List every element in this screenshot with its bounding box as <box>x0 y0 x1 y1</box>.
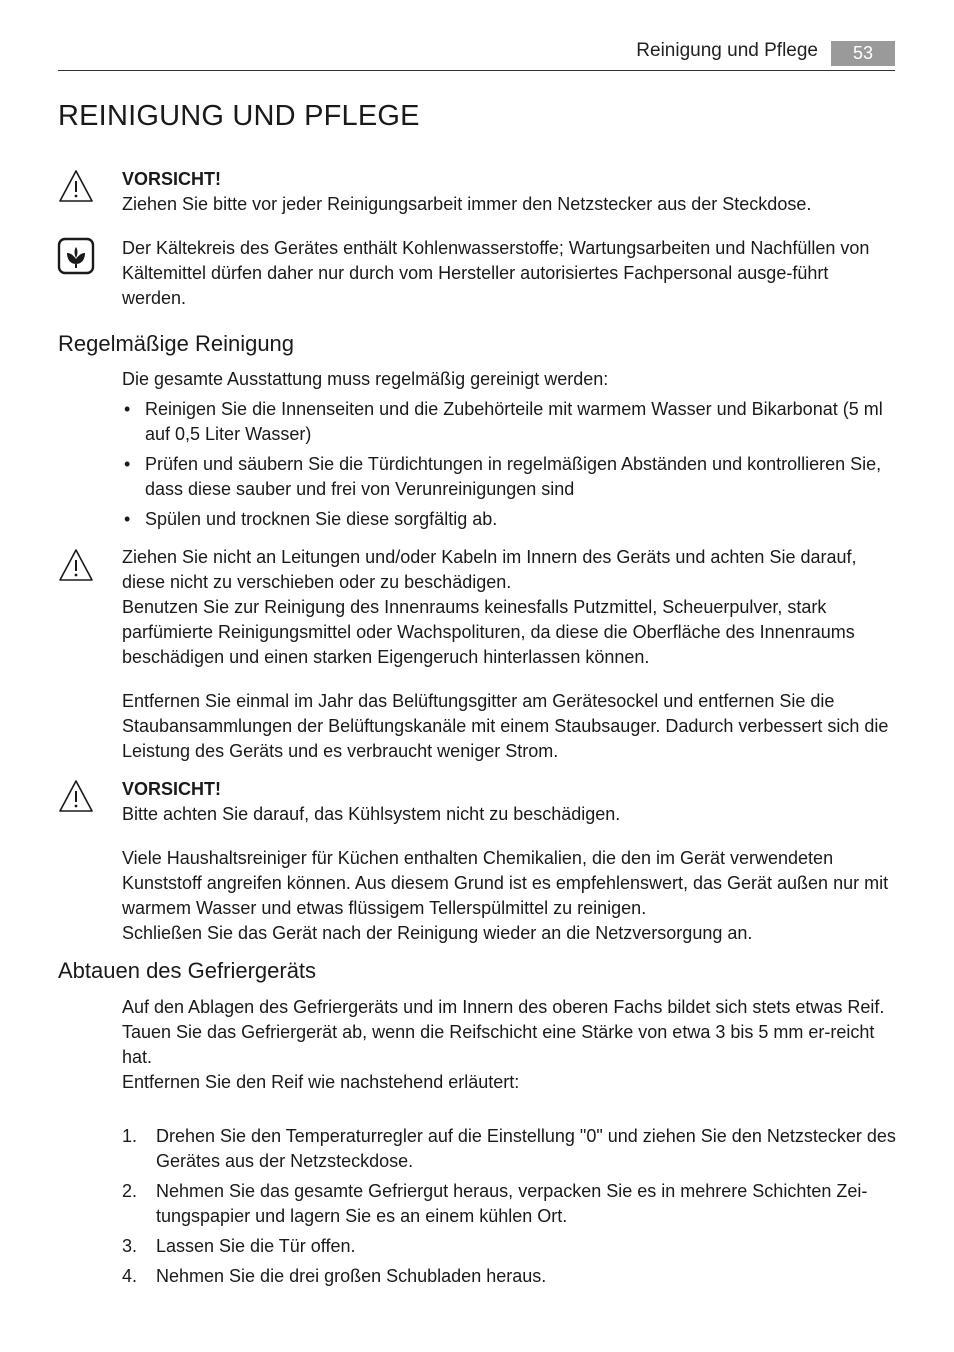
warning-cables-detergents <box>122 545 897 670</box>
regular-intro <box>122 367 897 392</box>
warning-caution-plug <box>122 167 897 217</box>
defrost-text: Entfernen Sie den Reif wie nachstehend erläutert: <box>122 1072 520 1092</box>
list-item: • Spülen und trocknen Sie diese sorgfältig ab. <box>122 507 897 532</box>
warning-text: Ziehen Sie nicht an Leitungen und/oder Kabeln im Innern des Geräts und achten Sie darauf, diese nicht zu verschieben oder zu beschädigen. <box>122 547 857 592</box>
chemicals-paragraph <box>122 846 897 946</box>
step-number: 1. <box>122 1126 138 1146</box>
warning-text: Bitte achten Sie darauf, das Kühlsystem nicht zu beschädigen. <box>122 804 621 824</box>
regular-bullet-list <box>122 397 897 537</box>
warning-text: Ziehen Sie bitte vor jeder Reinigungsarbeit immer den Netzstecker aus der Steckdose. <box>122 194 812 214</box>
step-number: 3. <box>122 1236 138 1256</box>
running-header: Reinigung und Pflege <box>636 40 818 61</box>
chemicals-text: Viele Haushaltsreiniger für Küchen enthalten Chemikalien, die den im Gerät verwendeten Kunststoff angreifen können. Aus diesem Grund ist es empfehlenswert, das Gerät außen nur mit warmem Wasser und etwas flüssigem Tellerspülmittel zu reinigen. <box>122 848 889 918</box>
step-text: Nehmen Sie das gesamte Gefriergut heraus, verpacken Sie es in mehrere Schichten Zei-tungspapier und lagern Sie es an einem kühlen Ort. <box>156 1181 868 1226</box>
list-item: • Prüfen und säubern Sie die Türdichtungen in regelmäßigen Abständen und kontrollieren Sie, dass diese sauber und frei von Verunreinigungen sind <box>122 452 897 502</box>
step-number: 4. <box>122 1266 138 1286</box>
reconnect-text: Schließen Sie das Gerät nach der Reinigung wieder an die Netzversorgung an. <box>122 923 753 943</box>
list-item <box>122 1234 897 1259</box>
section-heading-defrost: Abtauen des Gefriergeräts <box>58 958 317 983</box>
list-item <box>122 1124 897 1174</box>
step-text: Lassen Sie die Tür offen. <box>156 1236 356 1256</box>
environment-note <box>122 236 897 311</box>
header-divider <box>58 70 895 71</box>
regular-intro-text: Die gesamte Ausstattung muss regelmäßig gereinigt werden: <box>122 369 609 389</box>
list-item <box>122 1179 897 1229</box>
environment-text: Der Kältekreis des Gerätes enthält Kohlenwasserstoffe; Wartungsarbeiten und Nachfüllen von Kältemittel dürfen daher nur durch vom Hersteller autorisiertes Fachpersonal ausge-führt werden. <box>122 238 870 308</box>
section-heading-regular-cleaning: Regelmäßige Reinigung <box>58 331 295 356</box>
defrost-text: Tauen Sie das Gefriergerät ab, wenn die Reifschicht eine Stärke von etwa 3 bis 5 mm er-reicht hat. <box>122 1022 875 1067</box>
step-text: Drehen Sie den Temperaturregler auf die Einstellung "0" und ziehen Sie den Netzstecker des Gerätes aus der Netzsteckdose. <box>156 1126 896 1171</box>
page-number: 53 <box>831 41 895 66</box>
list-item: • Reinigen Sie die Innenseiten und die Zubehörteile mit warmem Wasser und Bikarbonat (5 ml auf 0,5 Liter Wasser) <box>122 397 897 447</box>
step-number: 2. <box>122 1181 138 1201</box>
warning-heading: VORSICHT! <box>122 779 221 799</box>
warning-triangle-icon <box>57 168 95 204</box>
environment-icon <box>57 237 95 275</box>
warning-text: Benutzen Sie zur Reinigung des Innenraums keinesfalls Putzmittel, Scheuerpulver, stark parfümierte Reinigungsmittel oder Wachspolituren, da diese die Oberfläche des Innenraums beschädigen und einen starken Eigengeruch hinterlassen können. <box>122 597 855 667</box>
ventilation-text: Entfernen Sie einmal im Jahr das Belüftungsgitter am Gerätesockel und entfernen Sie die Staubansammlungen der Belüftungskanäle mit einem Staubsauger. Dadurch verbessert sich die Leistung des Geräts und es verbraucht weniger Strom. <box>122 691 889 761</box>
step-text: Nehmen Sie die drei großen Schubladen heraus. <box>156 1266 547 1286</box>
warning-cooling-system <box>122 777 897 827</box>
list-item <box>122 1264 897 1289</box>
warning-heading: VORSICHT! <box>122 169 221 189</box>
warning-triangle-icon <box>57 547 95 583</box>
defrost-text: Auf den Ablagen des Gefriergeräts und im Innern des oberen Fachs bildet sich stets etwas Reif. <box>122 997 885 1017</box>
page-title: REINIGUNG UND PFLEGE <box>58 100 420 132</box>
warning-triangle-icon <box>57 778 95 814</box>
defrost-steps-list <box>122 1124 897 1294</box>
defrost-intro <box>122 995 897 1095</box>
ventilation-paragraph <box>122 689 897 764</box>
